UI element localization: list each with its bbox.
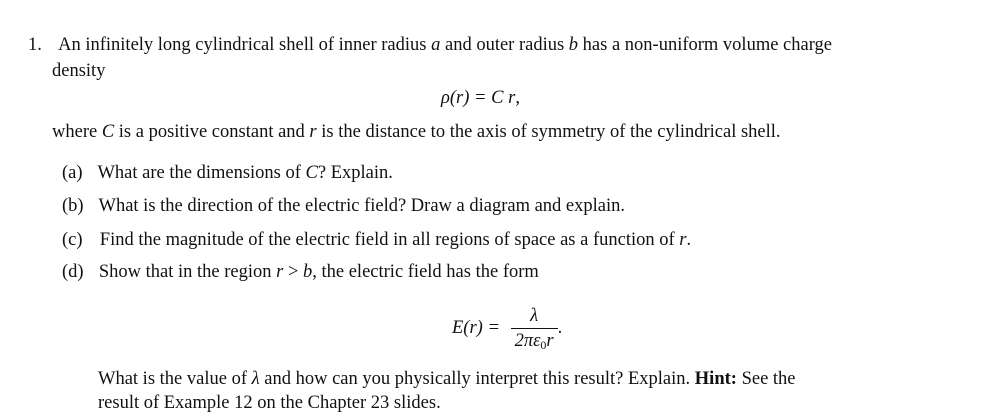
part-b (62, 194, 625, 219)
eq2-lhs: E(r) = (452, 318, 500, 338)
var-a: a (431, 35, 441, 55)
problem-intro-line-2: density (52, 61, 106, 81)
followup-text-3: See the (736, 369, 796, 389)
eq1-lhs: ρ(r) = (441, 88, 492, 108)
followup-line-2: result of Example 12 on the Chapter 23 slides. (98, 393, 441, 413)
where-text-2: is a positive constant and (114, 122, 310, 142)
part-b-label: (b) (62, 196, 84, 216)
part-c-text-1: Find the magnitude of the electric field in all regions of space as a function of (99, 230, 680, 250)
charge-density-equation (441, 86, 520, 111)
part-c-var: r (679, 230, 687, 250)
where-text-3: is the distance to the axis of symmetry of the cylindrical shell. (316, 122, 781, 142)
part-d-label: (d) (62, 262, 84, 282)
followup-text-2: and how can you physically interpret this result? Explain. (259, 369, 695, 389)
followup-line-1 (98, 367, 796, 392)
part-a-var: C (305, 163, 318, 183)
intro-text-3: has a non-uniform volume charge (578, 35, 833, 55)
part-a (62, 161, 393, 186)
eq2-den-prefix: 2πε (514, 331, 541, 351)
part-a-label: (a) (62, 163, 83, 183)
part-c-label: (c) (62, 230, 83, 250)
where-line (52, 120, 781, 145)
var-r: r (309, 122, 317, 142)
part-c (62, 228, 691, 253)
part-d-var-b: b (303, 262, 313, 282)
hint-label: Hint: (694, 369, 737, 389)
eq1-tail: , (515, 88, 520, 108)
eq1-rhs: C r (491, 88, 516, 108)
part-d-text-2: > (283, 262, 303, 282)
part-b-text: What is the direction of the electric field? Draw a diagram and explain. (98, 196, 626, 216)
part-a-text-2: ? Explain. (317, 163, 393, 183)
followup-lambda: λ (251, 369, 260, 389)
where-text-1: where (52, 122, 102, 142)
part-c-text-2: . (686, 230, 692, 250)
part-d-var-r: r (276, 262, 284, 282)
problem-number: 1. (28, 35, 42, 55)
intro-text-1: An infinitely long cylindrical shell of inner radius (58, 35, 432, 55)
intro-text-2: and outer radius (440, 35, 569, 55)
problem-intro-line-1 (28, 33, 832, 58)
var-b: b (568, 35, 579, 55)
followup-text-1: What is the value of (98, 369, 252, 389)
electric-field-equation (452, 304, 562, 353)
var-C: C (101, 122, 115, 142)
eq2-tail: . (557, 318, 563, 338)
part-a-text-1: What are the dimensions of (97, 163, 306, 183)
eq2-den-sub: 0 (540, 338, 547, 352)
eq2-numerator: λ (530, 306, 539, 326)
part-d-text-1: Show that in the region (98, 262, 277, 282)
eq2-fraction (511, 304, 558, 353)
eq2-denominator (511, 328, 558, 353)
eq2-den-var: r (546, 331, 554, 351)
part-d-text-3: , the electric field has the form (312, 262, 539, 282)
part-d (62, 260, 539, 285)
